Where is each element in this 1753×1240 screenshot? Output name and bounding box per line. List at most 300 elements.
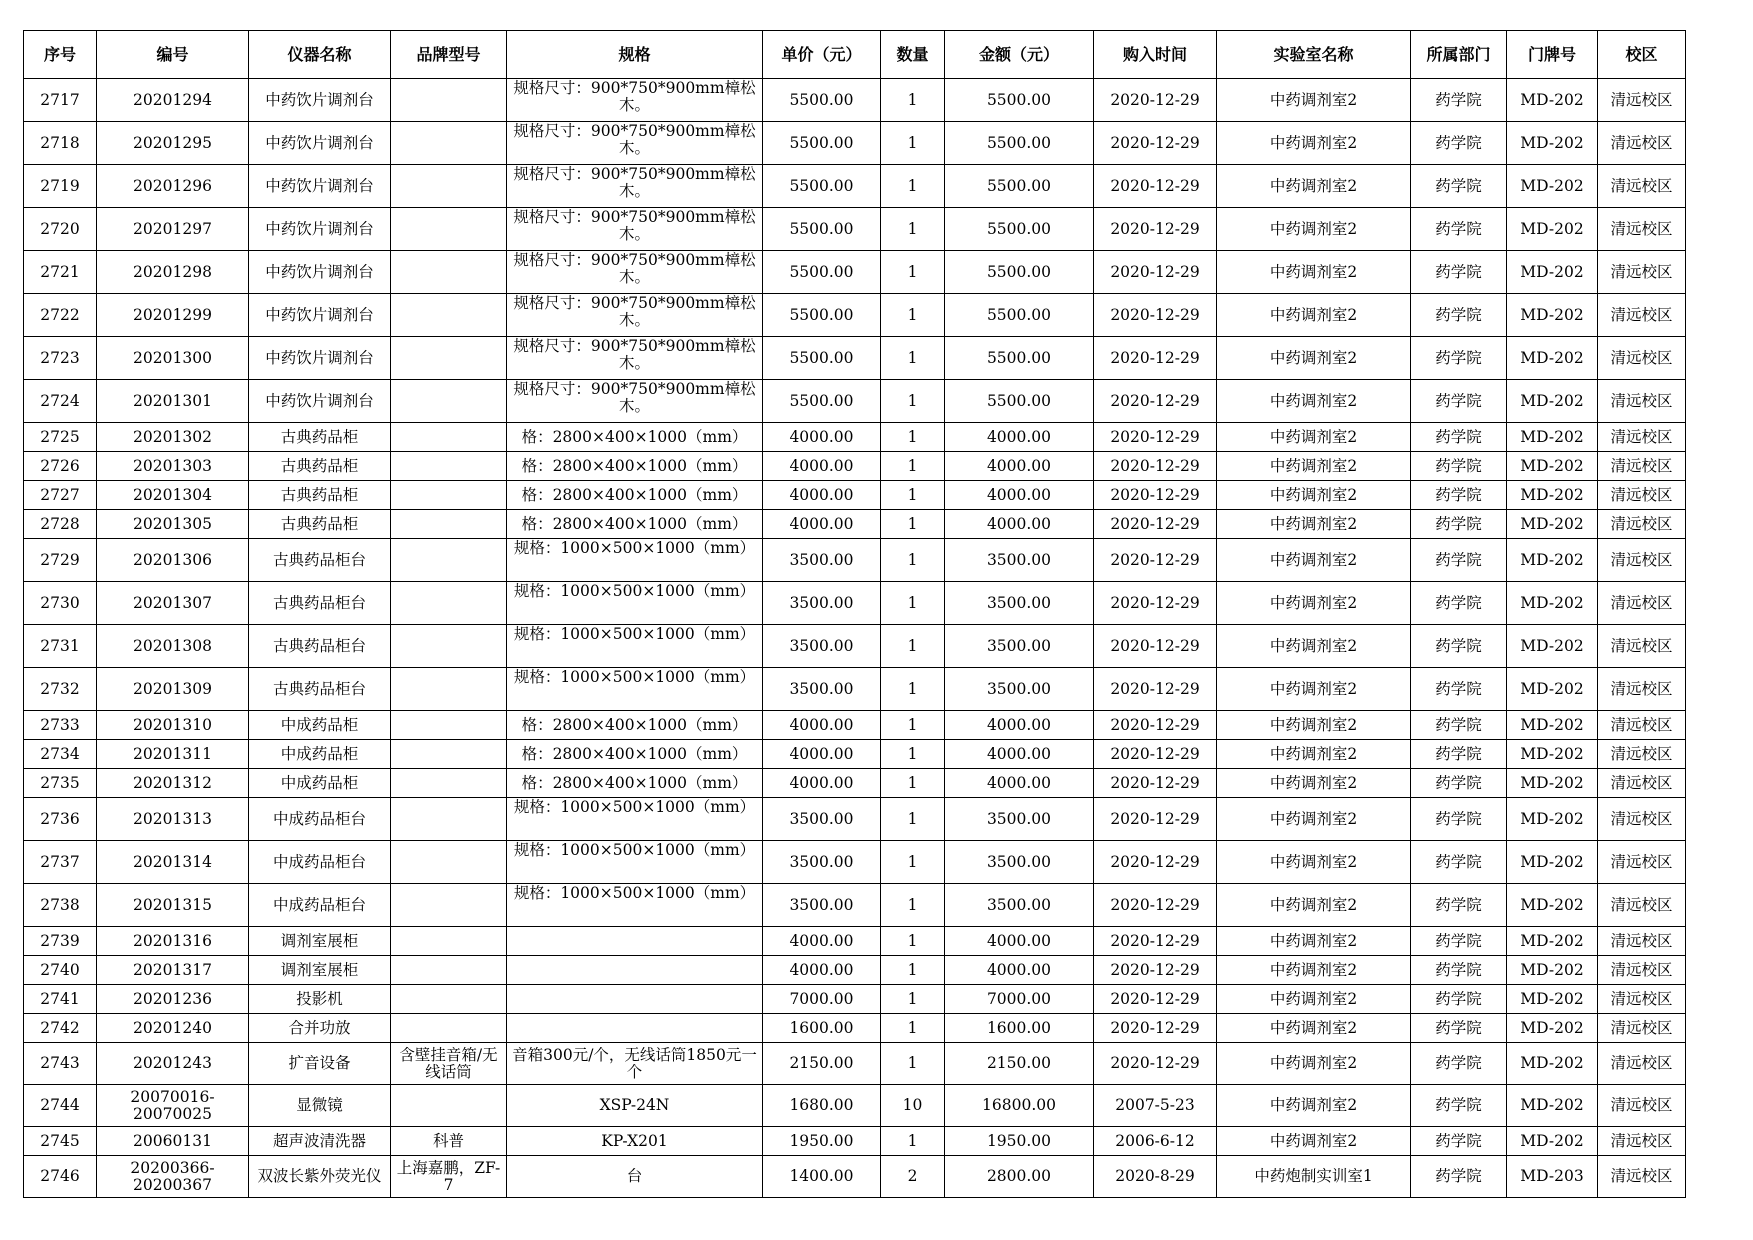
cell-instrument-name: 中成药品柜 xyxy=(249,769,391,798)
cell-room-number: MD-202 xyxy=(1507,251,1598,294)
cell-spec: 规格：1000×500×1000（mm） xyxy=(507,625,763,668)
column-header-amount: 金额（元） xyxy=(945,31,1094,79)
cell-campus: 清远校区 xyxy=(1598,956,1686,985)
cell-spec: 格：2800×400×1000（mm） xyxy=(507,740,763,769)
cell-code: 20201296 xyxy=(97,165,249,208)
cell-campus: 清远校区 xyxy=(1598,711,1686,740)
cell-code: 20201310 xyxy=(97,711,249,740)
cell-campus: 清远校区 xyxy=(1598,122,1686,165)
cell-department: 药学院 xyxy=(1411,769,1507,798)
cell-purchase-date: 2020-12-29 xyxy=(1094,985,1217,1014)
cell-spec: 规格：1000×500×1000（mm） xyxy=(507,798,763,841)
cell-instrument-name: 古典药品柜 xyxy=(249,510,391,539)
equipment-table xyxy=(23,30,1686,1198)
cell-amount: 4000.00 xyxy=(945,452,1094,481)
table-row xyxy=(24,769,1686,798)
cell-amount: 5500.00 xyxy=(945,337,1094,380)
cell-campus: 清远校区 xyxy=(1598,380,1686,423)
cell-quantity: 1 xyxy=(881,423,945,452)
cell-unit-price: 5500.00 xyxy=(763,165,881,208)
cell-quantity: 1 xyxy=(881,1043,945,1085)
cell-unit-price: 3500.00 xyxy=(763,539,881,582)
cell-amount: 3500.00 xyxy=(945,841,1094,884)
cell-purchase-date: 2020-8-29 xyxy=(1094,1156,1217,1198)
cell-quantity: 1 xyxy=(881,337,945,380)
cell-department: 药学院 xyxy=(1411,740,1507,769)
cell-amount: 5500.00 xyxy=(945,380,1094,423)
cell-unit-price: 1950.00 xyxy=(763,1127,881,1156)
cell-campus: 清远校区 xyxy=(1598,423,1686,452)
cell-amount: 4000.00 xyxy=(945,769,1094,798)
cell-brand-model xyxy=(391,337,507,380)
cell-campus: 清远校区 xyxy=(1598,251,1686,294)
cell-seq: 2744 xyxy=(24,1085,97,1127)
cell-campus: 清远校区 xyxy=(1598,1127,1686,1156)
cell-seq: 2728 xyxy=(24,510,97,539)
cell-quantity: 1 xyxy=(881,927,945,956)
cell-brand-model xyxy=(391,380,507,423)
cell-code: 20201309 xyxy=(97,668,249,711)
cell-campus: 清远校区 xyxy=(1598,208,1686,251)
table-row xyxy=(24,1085,1686,1127)
cell-quantity: 1 xyxy=(881,841,945,884)
cell-amount: 1950.00 xyxy=(945,1127,1094,1156)
cell-lab-name: 中药调剂室2 xyxy=(1217,251,1411,294)
cell-unit-price: 5500.00 xyxy=(763,294,881,337)
cell-code: 20201243 xyxy=(97,1043,249,1085)
cell-instrument-name: 中成药品柜台 xyxy=(249,841,391,884)
cell-purchase-date: 2020-12-29 xyxy=(1094,380,1217,423)
cell-department: 药学院 xyxy=(1411,668,1507,711)
cell-code: 20201300 xyxy=(97,337,249,380)
cell-lab-name: 中药调剂室2 xyxy=(1217,539,1411,582)
cell-code: 20201295 xyxy=(97,122,249,165)
cell-code: 20201302 xyxy=(97,423,249,452)
cell-lab-name: 中药调剂室2 xyxy=(1217,452,1411,481)
table-row xyxy=(24,380,1686,423)
cell-lab-name: 中药调剂室2 xyxy=(1217,337,1411,380)
cell-quantity: 1 xyxy=(881,481,945,510)
cell-lab-name: 中药调剂室2 xyxy=(1217,423,1411,452)
cell-room-number: MD-202 xyxy=(1507,122,1598,165)
cell-instrument-name: 中药饮片调剂台 xyxy=(249,380,391,423)
cell-amount: 2150.00 xyxy=(945,1043,1094,1085)
cell-quantity: 1 xyxy=(881,452,945,481)
cell-amount: 4000.00 xyxy=(945,927,1094,956)
cell-room-number: MD-202 xyxy=(1507,481,1598,510)
cell-spec: 格：2800×400×1000（mm） xyxy=(507,423,763,452)
cell-purchase-date: 2020-12-29 xyxy=(1094,956,1217,985)
cell-code: 20201316 xyxy=(97,927,249,956)
cell-amount: 16800.00 xyxy=(945,1085,1094,1127)
cell-department: 药学院 xyxy=(1411,625,1507,668)
cell-room-number: MD-202 xyxy=(1507,711,1598,740)
cell-quantity: 1 xyxy=(881,956,945,985)
cell-purchase-date: 2020-12-29 xyxy=(1094,884,1217,927)
column-header-lab-name: 实验室名称 xyxy=(1217,31,1411,79)
table-row xyxy=(24,1014,1686,1043)
cell-seq: 2734 xyxy=(24,740,97,769)
cell-spec: 规格：1000×500×1000（mm） xyxy=(507,668,763,711)
cell-instrument-name: 古典药品柜台 xyxy=(249,539,391,582)
column-header-brand-model: 品牌型号 xyxy=(391,31,507,79)
cell-code: 20201294 xyxy=(97,79,249,122)
cell-campus: 清远校区 xyxy=(1598,294,1686,337)
cell-instrument-name: 显微镜 xyxy=(249,1085,391,1127)
cell-spec: 规格尺寸：900*750*900mm樟松木。 xyxy=(507,122,763,165)
cell-campus: 清远校区 xyxy=(1598,1156,1686,1198)
cell-seq: 2741 xyxy=(24,985,97,1014)
cell-spec: 格：2800×400×1000（mm） xyxy=(507,510,763,539)
cell-department: 药学院 xyxy=(1411,452,1507,481)
cell-brand-model xyxy=(391,582,507,625)
cell-seq: 2735 xyxy=(24,769,97,798)
table-row xyxy=(24,251,1686,294)
cell-spec: 规格尺寸：900*750*900mm樟松木。 xyxy=(507,165,763,208)
cell-campus: 清远校区 xyxy=(1598,668,1686,711)
table-row xyxy=(24,1127,1686,1156)
cell-instrument-name: 古典药品柜 xyxy=(249,452,391,481)
cell-purchase-date: 2020-12-29 xyxy=(1094,668,1217,711)
cell-department: 药学院 xyxy=(1411,510,1507,539)
cell-spec: 规格：1000×500×1000（mm） xyxy=(507,841,763,884)
cell-brand-model: 含壁挂音箱/无线话筒 xyxy=(391,1043,507,1085)
cell-amount: 5500.00 xyxy=(945,122,1094,165)
cell-code: 20201312 xyxy=(97,769,249,798)
cell-campus: 清远校区 xyxy=(1598,510,1686,539)
cell-lab-name: 中药调剂室2 xyxy=(1217,740,1411,769)
cell-unit-price: 3500.00 xyxy=(763,884,881,927)
cell-brand-model xyxy=(391,1014,507,1043)
cell-code: 20201303 xyxy=(97,452,249,481)
cell-department: 药学院 xyxy=(1411,798,1507,841)
cell-lab-name: 中药调剂室2 xyxy=(1217,956,1411,985)
cell-amount: 7000.00 xyxy=(945,985,1094,1014)
table-header xyxy=(24,31,1686,79)
cell-department: 药学院 xyxy=(1411,1085,1507,1127)
cell-room-number: MD-202 xyxy=(1507,1127,1598,1156)
cell-quantity: 1 xyxy=(881,769,945,798)
table-row xyxy=(24,740,1686,769)
cell-unit-price: 4000.00 xyxy=(763,481,881,510)
cell-quantity: 1 xyxy=(881,510,945,539)
cell-instrument-name: 古典药品柜 xyxy=(249,481,391,510)
cell-lab-name: 中药调剂室2 xyxy=(1217,985,1411,1014)
cell-room-number: MD-202 xyxy=(1507,294,1598,337)
cell-campus: 清远校区 xyxy=(1598,582,1686,625)
cell-department: 药学院 xyxy=(1411,841,1507,884)
cell-spec: 音箱300元/个，无线话筒1850元一个 xyxy=(507,1043,763,1085)
cell-purchase-date: 2020-12-29 xyxy=(1094,711,1217,740)
cell-spec xyxy=(507,956,763,985)
table-row xyxy=(24,841,1686,884)
cell-purchase-date: 2020-12-29 xyxy=(1094,798,1217,841)
cell-purchase-date: 2020-12-29 xyxy=(1094,208,1217,251)
cell-quantity: 1 xyxy=(881,79,945,122)
cell-quantity: 1 xyxy=(881,1014,945,1043)
cell-department: 药学院 xyxy=(1411,1127,1507,1156)
cell-campus: 清远校区 xyxy=(1598,985,1686,1014)
cell-quantity: 1 xyxy=(881,251,945,294)
table-row xyxy=(24,481,1686,510)
cell-quantity: 1 xyxy=(881,1127,945,1156)
cell-seq: 2742 xyxy=(24,1014,97,1043)
cell-room-number: MD-202 xyxy=(1507,927,1598,956)
cell-purchase-date: 2020-12-29 xyxy=(1094,481,1217,510)
table-row xyxy=(24,510,1686,539)
cell-amount: 3500.00 xyxy=(945,539,1094,582)
cell-purchase-date: 2006-6-12 xyxy=(1094,1127,1217,1156)
column-header-department: 所属部门 xyxy=(1411,31,1507,79)
cell-instrument-name: 中药饮片调剂台 xyxy=(249,251,391,294)
cell-department: 药学院 xyxy=(1411,1014,1507,1043)
cell-instrument-name: 调剂室展柜 xyxy=(249,927,391,956)
cell-department: 药学院 xyxy=(1411,884,1507,927)
cell-campus: 清远校区 xyxy=(1598,884,1686,927)
cell-brand-model xyxy=(391,711,507,740)
cell-purchase-date: 2020-12-29 xyxy=(1094,927,1217,956)
cell-unit-price: 3500.00 xyxy=(763,841,881,884)
cell-seq: 2719 xyxy=(24,165,97,208)
cell-brand-model xyxy=(391,165,507,208)
table-row xyxy=(24,208,1686,251)
cell-room-number: MD-202 xyxy=(1507,582,1598,625)
cell-spec: 规格尺寸：900*750*900mm樟松木。 xyxy=(507,337,763,380)
cell-unit-price: 5500.00 xyxy=(763,122,881,165)
column-header-quantity: 数量 xyxy=(881,31,945,79)
cell-department: 药学院 xyxy=(1411,423,1507,452)
table-row xyxy=(24,711,1686,740)
cell-brand-model xyxy=(391,769,507,798)
cell-brand-model xyxy=(391,985,507,1014)
cell-quantity: 1 xyxy=(881,625,945,668)
cell-lab-name: 中药调剂室2 xyxy=(1217,1043,1411,1085)
cell-amount: 3500.00 xyxy=(945,625,1094,668)
cell-purchase-date: 2020-12-29 xyxy=(1094,294,1217,337)
cell-spec: KP-X201 xyxy=(507,1127,763,1156)
cell-spec: 格：2800×400×1000（mm） xyxy=(507,711,763,740)
cell-unit-price: 4000.00 xyxy=(763,927,881,956)
cell-lab-name: 中药调剂室2 xyxy=(1217,841,1411,884)
table-row xyxy=(24,337,1686,380)
table-row xyxy=(24,79,1686,122)
cell-lab-name: 中药调剂室2 xyxy=(1217,165,1411,208)
cell-quantity: 1 xyxy=(881,668,945,711)
cell-room-number: MD-202 xyxy=(1507,208,1598,251)
cell-brand-model xyxy=(391,79,507,122)
cell-brand-model xyxy=(391,1085,507,1127)
cell-department: 药学院 xyxy=(1411,1043,1507,1085)
cell-unit-price: 3500.00 xyxy=(763,798,881,841)
cell-unit-price: 4000.00 xyxy=(763,452,881,481)
cell-spec xyxy=(507,985,763,1014)
cell-lab-name: 中药调剂室2 xyxy=(1217,711,1411,740)
table-body xyxy=(24,79,1686,1198)
cell-unit-price: 1400.00 xyxy=(763,1156,881,1198)
cell-lab-name: 中药调剂室2 xyxy=(1217,769,1411,798)
cell-seq: 2730 xyxy=(24,582,97,625)
cell-department: 药学院 xyxy=(1411,956,1507,985)
cell-unit-price: 5500.00 xyxy=(763,337,881,380)
cell-seq: 2722 xyxy=(24,294,97,337)
cell-purchase-date: 2020-12-29 xyxy=(1094,510,1217,539)
cell-seq: 2721 xyxy=(24,251,97,294)
cell-room-number: MD-202 xyxy=(1507,423,1598,452)
cell-code: 20070016-20070025 xyxy=(97,1085,249,1127)
cell-seq: 2745 xyxy=(24,1127,97,1156)
table-row xyxy=(24,165,1686,208)
cell-seq: 2724 xyxy=(24,380,97,423)
cell-campus: 清远校区 xyxy=(1598,337,1686,380)
cell-lab-name: 中药调剂室2 xyxy=(1217,1085,1411,1127)
cell-code: 20201298 xyxy=(97,251,249,294)
cell-code: 20200366-20200367 xyxy=(97,1156,249,1198)
cell-quantity: 1 xyxy=(881,798,945,841)
cell-room-number: MD-202 xyxy=(1507,625,1598,668)
cell-department: 药学院 xyxy=(1411,380,1507,423)
cell-room-number: MD-202 xyxy=(1507,380,1598,423)
cell-unit-price: 4000.00 xyxy=(763,769,881,798)
cell-unit-price: 3500.00 xyxy=(763,582,881,625)
table-row xyxy=(24,927,1686,956)
cell-purchase-date: 2020-12-29 xyxy=(1094,337,1217,380)
cell-brand-model xyxy=(391,956,507,985)
cell-seq: 2733 xyxy=(24,711,97,740)
cell-instrument-name: 中药饮片调剂台 xyxy=(249,79,391,122)
cell-department: 药学院 xyxy=(1411,337,1507,380)
cell-purchase-date: 2020-12-29 xyxy=(1094,452,1217,481)
cell-instrument-name: 投影机 xyxy=(249,985,391,1014)
cell-instrument-name: 中成药品柜台 xyxy=(249,798,391,841)
cell-unit-price: 2150.00 xyxy=(763,1043,881,1085)
cell-brand-model xyxy=(391,208,507,251)
cell-campus: 清远校区 xyxy=(1598,1085,1686,1127)
cell-quantity: 1 xyxy=(881,208,945,251)
cell-quantity: 1 xyxy=(881,884,945,927)
cell-quantity: 1 xyxy=(881,380,945,423)
cell-purchase-date: 2020-12-29 xyxy=(1094,539,1217,582)
cell-brand-model xyxy=(391,122,507,165)
cell-lab-name: 中药调剂室2 xyxy=(1217,1127,1411,1156)
cell-room-number: MD-202 xyxy=(1507,668,1598,711)
cell-brand-model xyxy=(391,884,507,927)
cell-room-number: MD-202 xyxy=(1507,769,1598,798)
cell-brand-model xyxy=(391,294,507,337)
cell-department: 药学院 xyxy=(1411,208,1507,251)
cell-seq: 2731 xyxy=(24,625,97,668)
cell-seq: 2718 xyxy=(24,122,97,165)
cell-amount: 2800.00 xyxy=(945,1156,1094,1198)
cell-campus: 清远校区 xyxy=(1598,841,1686,884)
table-row xyxy=(24,1043,1686,1085)
cell-quantity: 1 xyxy=(881,539,945,582)
table-row xyxy=(24,625,1686,668)
cell-code: 20201314 xyxy=(97,841,249,884)
header-row xyxy=(24,31,1686,79)
cell-department: 药学院 xyxy=(1411,927,1507,956)
cell-code: 20201240 xyxy=(97,1014,249,1043)
cell-amount: 4000.00 xyxy=(945,740,1094,769)
cell-brand-model xyxy=(391,798,507,841)
cell-code: 20201306 xyxy=(97,539,249,582)
cell-purchase-date: 2020-12-29 xyxy=(1094,841,1217,884)
cell-code: 20201301 xyxy=(97,380,249,423)
cell-lab-name: 中药调剂室2 xyxy=(1217,582,1411,625)
cell-room-number: MD-202 xyxy=(1507,1014,1598,1043)
cell-amount: 4000.00 xyxy=(945,481,1094,510)
cell-amount: 5500.00 xyxy=(945,208,1094,251)
cell-unit-price: 5500.00 xyxy=(763,208,881,251)
cell-instrument-name: 古典药品柜台 xyxy=(249,668,391,711)
cell-spec xyxy=(507,1014,763,1043)
cell-lab-name: 中药调剂室2 xyxy=(1217,208,1411,251)
cell-spec: 规格：1000×500×1000（mm） xyxy=(507,884,763,927)
cell-room-number: MD-202 xyxy=(1507,985,1598,1014)
table-row xyxy=(24,423,1686,452)
table-row xyxy=(24,668,1686,711)
cell-seq: 2738 xyxy=(24,884,97,927)
cell-department: 药学院 xyxy=(1411,251,1507,294)
cell-campus: 清远校区 xyxy=(1598,625,1686,668)
cell-department: 药学院 xyxy=(1411,294,1507,337)
cell-room-number: MD-202 xyxy=(1507,165,1598,208)
cell-instrument-name: 古典药品柜 xyxy=(249,423,391,452)
cell-unit-price: 5500.00 xyxy=(763,380,881,423)
cell-instrument-name: 中药饮片调剂台 xyxy=(249,294,391,337)
cell-instrument-name: 合并功放 xyxy=(249,1014,391,1043)
cell-amount: 3500.00 xyxy=(945,582,1094,625)
cell-brand-model xyxy=(391,625,507,668)
cell-quantity: 10 xyxy=(881,1085,945,1127)
cell-room-number: MD-202 xyxy=(1507,884,1598,927)
cell-room-number: MD-202 xyxy=(1507,740,1598,769)
cell-seq: 2723 xyxy=(24,337,97,380)
cell-purchase-date: 2007-5-23 xyxy=(1094,1085,1217,1127)
cell-instrument-name: 扩音设备 xyxy=(249,1043,391,1085)
table-row xyxy=(24,985,1686,1014)
cell-purchase-date: 2020-12-29 xyxy=(1094,251,1217,294)
cell-code: 20201305 xyxy=(97,510,249,539)
cell-room-number: MD-202 xyxy=(1507,539,1598,582)
cell-brand-model xyxy=(391,423,507,452)
cell-department: 药学院 xyxy=(1411,79,1507,122)
cell-campus: 清远校区 xyxy=(1598,165,1686,208)
cell-instrument-name: 中药饮片调剂台 xyxy=(249,337,391,380)
cell-instrument-name: 古典药品柜台 xyxy=(249,625,391,668)
cell-lab-name: 中药调剂室2 xyxy=(1217,79,1411,122)
cell-room-number: MD-202 xyxy=(1507,337,1598,380)
cell-brand-model xyxy=(391,452,507,481)
cell-seq: 2726 xyxy=(24,452,97,481)
cell-seq: 2732 xyxy=(24,668,97,711)
cell-lab-name: 中药调剂室2 xyxy=(1217,1014,1411,1043)
cell-unit-price: 5500.00 xyxy=(763,251,881,294)
cell-lab-name: 中药调剂室2 xyxy=(1217,625,1411,668)
cell-campus: 清远校区 xyxy=(1598,452,1686,481)
cell-purchase-date: 2020-12-29 xyxy=(1094,740,1217,769)
cell-room-number: MD-203 xyxy=(1507,1156,1598,1198)
cell-amount: 4000.00 xyxy=(945,423,1094,452)
cell-spec: 规格尺寸：900*750*900mm樟松木。 xyxy=(507,294,763,337)
column-header-unit-price: 单价（元） xyxy=(763,31,881,79)
cell-department: 药学院 xyxy=(1411,165,1507,208)
cell-room-number: MD-202 xyxy=(1507,1043,1598,1085)
cell-brand-model xyxy=(391,740,507,769)
cell-code: 20201308 xyxy=(97,625,249,668)
cell-campus: 清远校区 xyxy=(1598,740,1686,769)
cell-unit-price: 4000.00 xyxy=(763,956,881,985)
cell-brand-model xyxy=(391,927,507,956)
